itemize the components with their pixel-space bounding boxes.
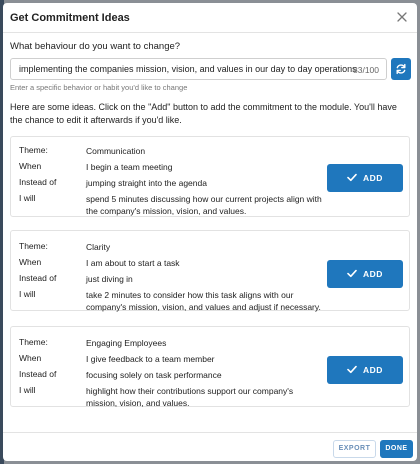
when-value: I begin a team meeting bbox=[86, 162, 173, 172]
theme-value: Engaging Employees bbox=[86, 338, 167, 348]
export-button[interactable]: EXPORT bbox=[333, 440, 376, 458]
theme-label: Theme: bbox=[19, 337, 48, 347]
add-button-label: ADD bbox=[363, 364, 383, 375]
when-value: I give feedback to a team member bbox=[86, 354, 215, 364]
idea-card bbox=[10, 136, 410, 217]
done-button[interactable]: DONE bbox=[380, 440, 413, 458]
theme-label: Theme: bbox=[19, 241, 48, 251]
modal-footer bbox=[3, 432, 417, 461]
theme-value: Clarity bbox=[86, 242, 111, 252]
when-label: When bbox=[19, 353, 42, 363]
input-hint: Enter a specific behavior or habit you'd like to change bbox=[10, 83, 188, 92]
refresh-icon bbox=[395, 63, 407, 75]
will-value: spend 5 minutes discussing how our current projects align with the company's mission, vision, and values. bbox=[86, 194, 322, 216]
add-button[interactable] bbox=[327, 164, 403, 192]
commitment-ideas-modal bbox=[3, 3, 417, 461]
add-button-label: ADD bbox=[363, 172, 383, 183]
will-label: I will bbox=[19, 289, 36, 299]
when-label: When bbox=[19, 257, 42, 267]
add-button[interactable] bbox=[327, 260, 403, 288]
will-label: I will bbox=[19, 385, 36, 395]
add-button-label: ADD bbox=[363, 268, 383, 279]
modal-title: Get Commitment Ideas bbox=[10, 12, 130, 24]
instead-label: Instead of bbox=[19, 273, 57, 283]
instead-value: just diving in bbox=[86, 274, 133, 284]
instead-label: Instead of bbox=[19, 177, 57, 187]
theme-label: Theme: bbox=[19, 145, 48, 155]
close-icon[interactable] bbox=[395, 10, 409, 24]
character-count: 83/100 bbox=[353, 64, 379, 75]
instead-value: focusing solely on task performance bbox=[86, 370, 222, 380]
behaviour-input[interactable] bbox=[10, 58, 387, 80]
idea-card bbox=[10, 326, 410, 407]
instead-label: Instead of bbox=[19, 369, 57, 379]
add-button[interactable] bbox=[327, 356, 403, 384]
when-value: I am about to start a task bbox=[86, 258, 180, 268]
theme-value: Communication bbox=[86, 146, 146, 156]
refresh-button[interactable] bbox=[391, 58, 411, 80]
will-value: take 2 minutes to consider how this task aligns with our company's mission, vision, and values and adjust if necessary. bbox=[86, 290, 321, 312]
will-value: highlight how their contributions support our company's mission, vision, and values. bbox=[86, 386, 294, 408]
check-icon bbox=[347, 173, 357, 182]
will-label: I will bbox=[19, 193, 36, 203]
idea-card bbox=[10, 230, 410, 311]
ideas-intro: Here are some ideas. Click on the "Add" button to add the commitment to the module. You'll have the chance to edit it afterwards if you'd like. bbox=[10, 102, 397, 125]
check-icon bbox=[347, 365, 357, 374]
modal-header bbox=[3, 3, 417, 33]
behaviour-input-value: implementing the companies mission, vision, and values in our day to day operations bbox=[19, 64, 357, 74]
when-label: When bbox=[19, 161, 42, 171]
check-icon bbox=[347, 269, 357, 278]
instead-value: jumping straight into the agenda bbox=[86, 178, 207, 188]
behaviour-question: What behaviour do you want to change? bbox=[10, 41, 181, 52]
